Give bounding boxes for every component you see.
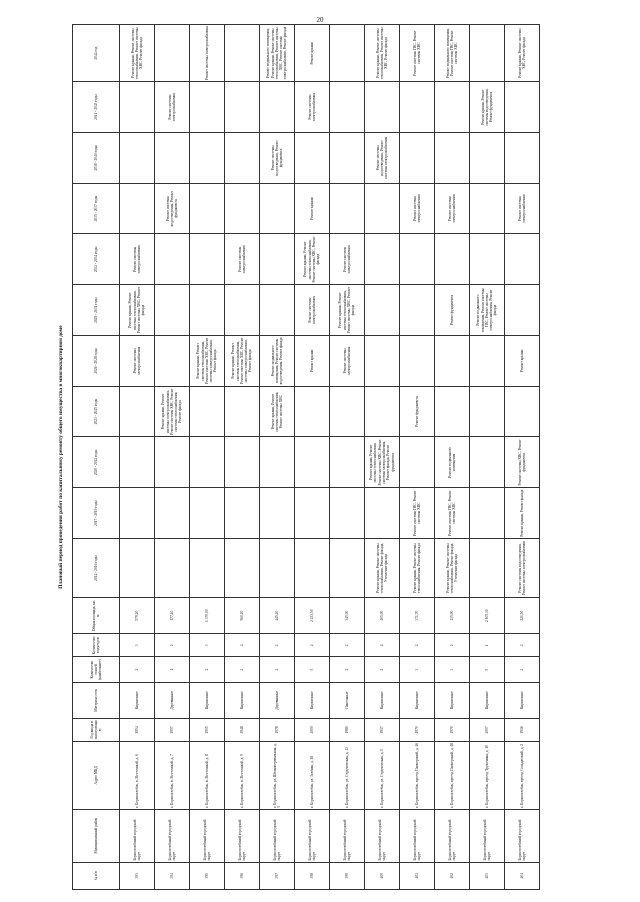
cell-num: 394 bbox=[155, 862, 190, 889]
table-row bbox=[120, 25, 155, 890]
cell-num: 397 bbox=[260, 862, 295, 889]
cell-address: г. Борисоглебск, проезд Труженика, д. 10 bbox=[470, 741, 505, 809]
cell-period: Ремонт подвального помещения, Ремонт системы ГВС, Ремонт системы электроснабжения, Ремонт фасада bbox=[470, 285, 505, 336]
cell-district: Борисоглебский городской округ bbox=[365, 809, 400, 862]
cell-period: Ремонт системы ГВС, Ремонт системы ХВС bbox=[435, 488, 470, 539]
cell-num: 403 bbox=[470, 862, 505, 889]
cell-num: 400 bbox=[365, 862, 400, 889]
document-title: Плановый период проведения работ по капитальному ремонту общего имущества в многоквартирном доме bbox=[58, 325, 64, 589]
cell-area: 1 370,00 bbox=[190, 598, 225, 634]
cell-num: 404 bbox=[505, 862, 540, 889]
cell-period bbox=[365, 285, 400, 336]
cell-period: Ремонт крыши, Ремонт системы электроснабжения, Ремонт системы ХВС, Ремонт системы теплоснабжения, Ремонт фасада bbox=[155, 386, 190, 437]
cell-period: Ремонт системы электроснабжения bbox=[120, 336, 155, 387]
cell-period bbox=[435, 336, 470, 387]
cell-num: 398 bbox=[295, 862, 330, 889]
cell-period bbox=[470, 386, 505, 437]
cell-district: Борисоглебский городской округ bbox=[120, 809, 155, 862]
table-row bbox=[400, 25, 435, 890]
cell-year: 2000 bbox=[295, 718, 330, 741]
cell-entrances: 4 bbox=[225, 634, 260, 657]
cell-entrances: 2 bbox=[295, 634, 330, 657]
table-row bbox=[295, 25, 330, 890]
column-header: Адрес МКД bbox=[73, 741, 120, 809]
cell-material: Кирпичные bbox=[225, 682, 260, 718]
cell-address: г. Борисоглебск, п. Восточный, д. 8 bbox=[190, 741, 225, 809]
cell-period bbox=[225, 133, 260, 184]
cell-floors: 5 bbox=[295, 657, 330, 682]
cell-period bbox=[190, 386, 225, 437]
cell-period bbox=[330, 133, 365, 184]
cell-period: Ремонт крыши, Ремонт системы теплоснабжения, Ремонт фасада, Утепление фасада bbox=[365, 539, 400, 598]
cell-year: 1980 bbox=[330, 718, 365, 741]
cell-floors: 2 bbox=[365, 657, 400, 682]
cell-entrances: 3 bbox=[120, 634, 155, 657]
cell-period: Ремонт крыши, Ремонт системы теплоснабжения, Ремонт системы ХВС, Ремонт фасада bbox=[295, 234, 330, 285]
cell-material: Кирпичные bbox=[470, 682, 505, 718]
cell-period: Ремонт крыши, Ремонт системы теплоснабжения, Ремонт фасада, Утепление фасада bbox=[435, 539, 470, 598]
cell-period bbox=[155, 336, 190, 387]
cell-period: Ремонт крыши bbox=[295, 336, 330, 387]
table-row bbox=[470, 25, 505, 890]
table-row bbox=[365, 25, 400, 890]
cell-material: Кирпичные bbox=[365, 682, 400, 718]
cell-period bbox=[505, 234, 540, 285]
cell-period bbox=[260, 285, 295, 336]
cell-address: г. Борисоглебск, проезд Пионерский, д. 48 bbox=[435, 741, 470, 809]
cell-floors: 2 bbox=[190, 657, 225, 682]
cell-period: Ремонт крыши bbox=[295, 25, 330, 82]
cell-address: г. Борисоглебск, ул. Зелёная, д. 18 bbox=[295, 741, 330, 809]
cell-period bbox=[260, 234, 295, 285]
table-row bbox=[155, 25, 190, 890]
cell-period bbox=[400, 133, 435, 184]
cell-period bbox=[190, 234, 225, 285]
cell-period bbox=[155, 488, 190, 539]
cell-address: г. Борисоглебск, проезд Пионерский, д. 46 bbox=[400, 741, 435, 809]
cell-period bbox=[470, 25, 505, 82]
cell-period bbox=[225, 25, 260, 82]
cell-entrances: 2 bbox=[155, 634, 190, 657]
cell-area: 2 105,30 bbox=[470, 598, 505, 634]
cell-period bbox=[155, 133, 190, 184]
cell-material: Деревянные bbox=[155, 682, 190, 718]
cell-period: Ремонт системы электроснабжения bbox=[330, 234, 365, 285]
cell-period: Ремонт крыши bbox=[505, 336, 540, 387]
cell-period bbox=[155, 25, 190, 82]
cell-address: г. Борисоглебск, проезд Сольдатский, д. 2 bbox=[505, 741, 540, 809]
cell-period bbox=[295, 539, 330, 598]
cell-year: 1957 bbox=[155, 718, 190, 741]
cell-floors: 2 bbox=[330, 657, 365, 682]
cell-period: Ремонт системы водоотведения, Ремонт фундамента bbox=[155, 183, 190, 234]
cell-period bbox=[225, 437, 260, 488]
cell-period: Ремонт крыши, Ремонт системы ХВС, Ремонт фасада bbox=[505, 25, 540, 82]
cell-year: 2007 bbox=[470, 718, 505, 741]
column-header: Количество подъездов bbox=[73, 634, 120, 657]
cell-period bbox=[225, 183, 260, 234]
column-header: 2038 - 2040 годы bbox=[73, 133, 120, 184]
cell-entrances: 1 bbox=[470, 634, 505, 657]
cell-period bbox=[190, 82, 225, 133]
cell-period bbox=[400, 234, 435, 285]
cell-period bbox=[260, 539, 295, 598]
table-row bbox=[330, 25, 365, 890]
cell-period bbox=[330, 488, 365, 539]
cell-period: Ремонт системы водоотведения, Ремонт системы электроснабжения bbox=[365, 133, 400, 184]
cell-period bbox=[365, 386, 400, 437]
cell-district: Борисоглебский городской округ bbox=[260, 809, 295, 862]
cell-material: Кирпичные bbox=[295, 682, 330, 718]
cell-num: 399 bbox=[330, 862, 365, 889]
cell-period: Ремонт фундамента bbox=[435, 285, 470, 336]
cell-period bbox=[120, 488, 155, 539]
cell-period: Ремонт системы электроснабжения bbox=[120, 234, 155, 285]
cell-period bbox=[330, 539, 365, 598]
cell-period bbox=[470, 133, 505, 184]
cell-period: Ремонт крыши, Ремонт системы водоотведения, Ремонт фундамента bbox=[470, 82, 505, 133]
column-header: 2044 год bbox=[73, 25, 120, 82]
cell-period: Ремонт системы электроснабжения bbox=[295, 285, 330, 336]
table-header-row bbox=[73, 25, 120, 890]
cell-period bbox=[365, 488, 400, 539]
cell-address: г. Борисоглебск, п. Восточный, д. 6 bbox=[120, 741, 155, 809]
cell-period bbox=[295, 386, 330, 437]
cell-address: г. Борисоглебск, п. Восточный, д. 9 bbox=[225, 741, 260, 809]
cell-year: 1948 bbox=[225, 718, 260, 741]
cell-entrances: 3 bbox=[190, 634, 225, 657]
cell-period bbox=[260, 82, 295, 133]
cell-period: Ремонт крыши, Ремонт системы теплоснабжения, Ремонт системы ХВС, Ремонт системы электроснабжения, Ремонт фасада bbox=[190, 336, 225, 387]
cell-entrances: 2 bbox=[330, 634, 365, 657]
cell-material: Кирпичные bbox=[120, 682, 155, 718]
cell-area: 2 233,50 bbox=[295, 598, 330, 634]
cell-period bbox=[295, 133, 330, 184]
cell-period bbox=[330, 386, 365, 437]
cell-year: 1917 bbox=[365, 718, 400, 741]
cell-period: Ремонт системы электроснабжения bbox=[295, 82, 330, 133]
table-row bbox=[225, 25, 260, 890]
column-header: Количество этажей (наибольшее) bbox=[73, 657, 120, 682]
table-row bbox=[260, 25, 295, 890]
cell-year: 1978 bbox=[260, 718, 295, 741]
cell-period bbox=[120, 386, 155, 437]
cell-material: Кирпичные bbox=[400, 682, 435, 718]
cell-num: 402 bbox=[435, 862, 470, 889]
cell-period: Ремонт системы ХВС, Ремонт фундамента bbox=[505, 437, 540, 488]
cell-period bbox=[120, 437, 155, 488]
cell-period bbox=[400, 285, 435, 336]
cell-period bbox=[435, 386, 470, 437]
cell-period: Ремонт крыши, Ремонт системы теплоснабжения, Ремонт системы ХВС, Ремонт фасада bbox=[330, 285, 365, 336]
cell-period bbox=[120, 82, 155, 133]
cell-period bbox=[435, 234, 470, 285]
cell-address: г. Борисоглебск, ул. Студенческая, д. 5 bbox=[365, 741, 400, 809]
cell-floors: 2 bbox=[505, 657, 540, 682]
cell-period: Ремонт подвального помещения, Ремонт системы водоотведения, Ремонт фасада bbox=[260, 336, 295, 387]
cell-num: 401 bbox=[400, 862, 435, 889]
cell-period: Ремонт системы водоотведения, Ремонт фундамента bbox=[260, 133, 295, 184]
column-header: 2020 - 2022 годы bbox=[73, 437, 120, 488]
cell-district: Борисоглебский городской округ bbox=[330, 809, 365, 862]
cell-period bbox=[365, 234, 400, 285]
column-header: 2026 - 2028 годы bbox=[73, 336, 120, 387]
repair-plan-table bbox=[72, 24, 540, 890]
cell-address: г. Борисоглебск, п. Восточный, д. 7 bbox=[155, 741, 190, 809]
cell-period bbox=[400, 82, 435, 133]
cell-floors: 5 bbox=[470, 657, 505, 682]
cell-period bbox=[225, 539, 260, 598]
cell-district: Борисоглебский городской округ bbox=[400, 809, 435, 862]
cell-material: Кирпичные bbox=[435, 682, 470, 718]
cell-num: 393 bbox=[120, 862, 155, 889]
cell-period: Ремонт системы электроснабжения bbox=[330, 336, 365, 387]
cell-period: Ремонт подвального помещения, Ремонт системы ГВС, Ремонт системы ХВС bbox=[435, 25, 470, 82]
cell-period bbox=[225, 386, 260, 437]
cell-year: 1970 bbox=[400, 718, 435, 741]
cell-entrances: 2 bbox=[400, 634, 435, 657]
column-header: Год ввода в эксплуатацию bbox=[73, 718, 120, 741]
cell-district: Борисоглебский городской округ bbox=[155, 809, 190, 862]
cell-period bbox=[225, 82, 260, 133]
cell-district: Борисоглебский городской округ bbox=[295, 809, 330, 862]
cell-area: 579,20 bbox=[120, 598, 155, 634]
column-header: 2014 - 2016 годы bbox=[73, 539, 120, 598]
column-header: 2029 - 2031 годы bbox=[73, 285, 120, 336]
cell-period: Ремонт системы электроснабжения bbox=[435, 183, 470, 234]
table-row bbox=[505, 25, 540, 890]
cell-period: Ремонт крыши, Ремонт системы теплоснабжения, Ремонт фасада bbox=[400, 539, 435, 598]
cell-address: г. Борисоглебск, ул. Студенческая, д. 12 bbox=[330, 741, 365, 809]
cell-area: 405,00 bbox=[365, 598, 400, 634]
rotated-page bbox=[50, 24, 615, 890]
cell-period: Ремонт системы ГВС, Ремонт системы ХВС bbox=[400, 25, 435, 82]
cell-num: 396 bbox=[225, 862, 260, 889]
cell-period: Ремонт системы водоотведения, Ремонт системы электроснабжения bbox=[505, 539, 540, 598]
cell-period: Ремонт крыши bbox=[295, 183, 330, 234]
cell-material: Деревянные bbox=[260, 682, 295, 718]
cell-period bbox=[190, 183, 225, 234]
cell-period: Ремонт системы электроснабжения bbox=[505, 183, 540, 234]
column-header: 2041 - 2043 годы bbox=[73, 82, 120, 133]
cell-period bbox=[470, 336, 505, 387]
cell-area: 445,20 bbox=[260, 598, 295, 634]
cell-district: Борисоглебский городской округ bbox=[190, 809, 225, 862]
table-row bbox=[435, 25, 470, 890]
cell-year: 1954 bbox=[120, 718, 155, 741]
cell-period: Ремонт крыши, Ремонт системы теплоснабжения, Ремонт системы ХВС bbox=[260, 386, 295, 437]
table-area bbox=[50, 24, 615, 890]
cell-year: 1916 bbox=[505, 718, 540, 741]
cell-district: Борисоглебский городской округ bbox=[470, 809, 505, 862]
cell-floors: 2 bbox=[260, 657, 295, 682]
cell-period bbox=[190, 133, 225, 184]
cell-period bbox=[365, 336, 400, 387]
column-header: Материал стен bbox=[73, 682, 120, 718]
cell-period: Ремонт крыши, Ремонт системы теплоснабжения, Ремонт системы ХВС, Ремонт системы электроснабжения, Ремонт фасада bbox=[225, 336, 260, 387]
cell-period bbox=[435, 133, 470, 184]
column-header: 2023 - 2025 годы bbox=[73, 386, 120, 437]
cell-entrances: 2 bbox=[260, 634, 295, 657]
cell-material: Кирпичные bbox=[505, 682, 540, 718]
cell-district: Борисоглебский городской округ bbox=[435, 809, 470, 862]
cell-period: Ремонт системы электроснабжения bbox=[190, 25, 225, 82]
cell-period: Ремонт системы ГВС, Ремонт системы ХВС bbox=[400, 488, 435, 539]
cell-floors: 3 bbox=[400, 657, 435, 682]
column-header: 2032 - 2034 годы bbox=[73, 234, 120, 285]
cell-year: 1955 bbox=[190, 718, 225, 741]
cell-period bbox=[120, 133, 155, 184]
cell-material: Кирпичные bbox=[190, 682, 225, 718]
cell-area: 345,00 bbox=[330, 598, 365, 634]
cell-district: Борисоглебский городской округ bbox=[225, 809, 260, 862]
cell-period bbox=[260, 488, 295, 539]
table-row bbox=[190, 25, 225, 890]
cell-floors: 2 bbox=[225, 657, 260, 682]
cell-floors: 2 bbox=[120, 657, 155, 682]
cell-period bbox=[190, 539, 225, 598]
cell-period bbox=[505, 82, 540, 133]
cell-period: Ремонт крыши, Ремонт фасада bbox=[505, 488, 540, 539]
cell-period bbox=[225, 285, 260, 336]
cell-period bbox=[365, 82, 400, 133]
cell-period bbox=[365, 183, 400, 234]
cell-entrances: 2 bbox=[505, 634, 540, 657]
cell-period bbox=[330, 437, 365, 488]
cell-year: 1970 bbox=[435, 718, 470, 741]
cell-period bbox=[505, 285, 540, 336]
cell-area: 560,20 bbox=[225, 598, 260, 634]
table-body bbox=[120, 25, 540, 890]
cell-period bbox=[505, 133, 540, 184]
cell-period bbox=[120, 183, 155, 234]
cell-area: 435,00 bbox=[435, 598, 470, 634]
cell-period bbox=[190, 285, 225, 336]
cell-material: Панельные bbox=[330, 682, 365, 718]
cell-period bbox=[155, 539, 190, 598]
cell-period: Ремонт системы электроснабжения bbox=[225, 234, 260, 285]
column-header: Муниципальный район bbox=[73, 809, 120, 862]
cell-period: Ремонт крыши, Ремонт системы теплоснабжения, Ремонт системы ХВС, Ремонт фасада bbox=[365, 25, 400, 82]
cell-floors: 1 bbox=[155, 657, 190, 682]
cell-district: Борисоглебский городской округ bbox=[505, 809, 540, 862]
cell-period bbox=[330, 25, 365, 82]
cell-period bbox=[155, 234, 190, 285]
cell-period bbox=[470, 488, 505, 539]
cell-period: Ремонт системы электроснабжения bbox=[400, 183, 435, 234]
cell-period bbox=[190, 488, 225, 539]
cell-address: г. Борисоглебск, ул. Шелкоперевальная, д. 5 bbox=[260, 741, 295, 809]
cell-period bbox=[470, 183, 505, 234]
cell-period bbox=[470, 437, 505, 488]
cell-period bbox=[120, 539, 155, 598]
column-header: 2017 - 2019 годы bbox=[73, 488, 120, 539]
cell-entrances: 2 bbox=[435, 634, 470, 657]
cell-period bbox=[295, 437, 330, 488]
cell-period: Ремонт подвального помещения bbox=[435, 437, 470, 488]
cell-period: Ремонт фундамента bbox=[400, 386, 435, 437]
cell-period bbox=[400, 336, 435, 387]
cell-period bbox=[400, 437, 435, 488]
cell-area: 371,70 bbox=[400, 598, 435, 634]
cell-num: 395 bbox=[190, 862, 225, 889]
cell-period bbox=[470, 539, 505, 598]
cell-period: Ремонт системы электроснабжения bbox=[155, 82, 190, 133]
cell-period: Ремонт крыши, Ремонт системы теплоснабжения, Ремонт системы ХВС, Ремонт системы электроснабжения, Ремонт фасада, Ремонт фундамента bbox=[365, 437, 400, 488]
cell-period bbox=[155, 437, 190, 488]
cell-floors: 3 bbox=[435, 657, 470, 682]
cell-period: Ремонт подвального помещения, Ремонт крыши, Ремонт системы теплоснабжения, Ремонт системы ХВС, Ремонт системы электроснабжения, Ремонт фасада bbox=[260, 25, 295, 82]
cell-period bbox=[330, 183, 365, 234]
cell-area: 177,40 bbox=[155, 598, 190, 634]
cell-period: Ремонт крыши, Ремонт системы теплоснабжения, Ремонт системы ХВС, Ремонт фасада bbox=[120, 25, 155, 82]
column-header: № п/п bbox=[73, 862, 120, 889]
cell-period bbox=[470, 234, 505, 285]
cell-period bbox=[260, 437, 295, 488]
cell-period: Ремонт крыши, Ремонт системы теплоснабжения, Ремонт системы ХВС, Ремонт фасада bbox=[120, 285, 155, 336]
cell-entrances: 2 bbox=[365, 634, 400, 657]
column-header: Общая площадь, кв. м bbox=[73, 598, 120, 634]
cell-period bbox=[190, 437, 225, 488]
column-header: 2035 - 2037 годы bbox=[73, 183, 120, 234]
cell-period bbox=[260, 183, 295, 234]
page-number: 20 bbox=[316, 16, 324, 24]
cell-period bbox=[155, 285, 190, 336]
cell-period bbox=[330, 82, 365, 133]
cell-period bbox=[295, 488, 330, 539]
cell-period bbox=[435, 82, 470, 133]
cell-period bbox=[505, 386, 540, 437]
cell-area: 221,50 bbox=[505, 598, 540, 634]
cell-period bbox=[225, 488, 260, 539]
